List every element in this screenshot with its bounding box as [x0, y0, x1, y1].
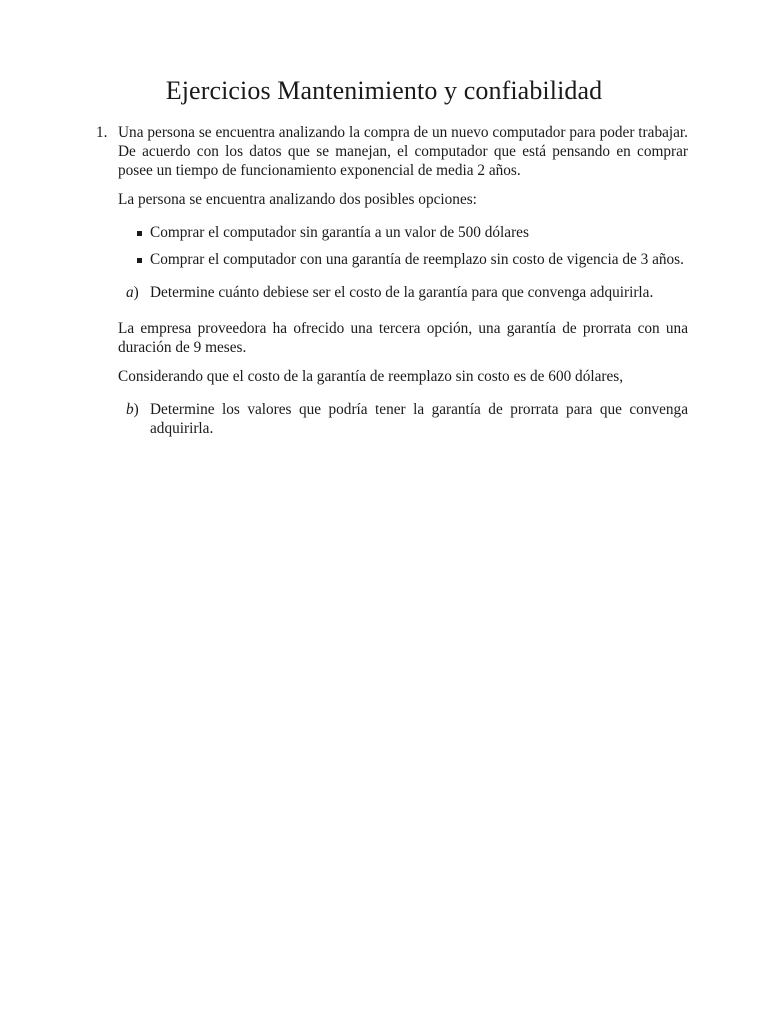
option-text: Comprar el computador sin garantía a un valor de 500 dólares: [150, 224, 529, 241]
options-list: [118, 223, 688, 269]
page-title: Ejercicios Mantenimiento y confiabilidad: [165, 76, 603, 105]
problem-content: [118, 123, 688, 438]
option-text: Comprar el computador con una garantía de reemplazo sin costo de vigencia de 3 años.: [150, 251, 684, 268]
considering-paragraph: Considerando que el costo de la garantía de reemplazo sin costo es de 600 dólares,: [118, 368, 624, 385]
third-option-paragraph: La empresa proveedora ha ofrecido una tercera opción, una garantía de prorrata con una duración de 9 meses.: [118, 320, 688, 356]
part-b-text: Determine los valores que podría tener la garantía de prorrata para que convenga adquirirla.: [150, 401, 688, 437]
bullet-square-icon: [137, 258, 142, 263]
part-a: [118, 283, 688, 302]
options-intro: La persona se encuentra analizando dos posibles opciones:: [118, 191, 477, 208]
part-a-text: Determine cuánto debiese ser el costo de la garantía para que convenga adquirirla.: [150, 284, 654, 301]
problem-intro: Una persona se encuentra analizando la compra de un nuevo computador para poder trabajar. De acuerdo con los datos que se manejan, el computador que está pensando en comprar posee un tiempo de funcionamiento exponencial de media 2 años.: [118, 124, 688, 179]
problem-number: 1.: [96, 124, 108, 141]
problem-1: [96, 123, 688, 438]
part-b: [118, 400, 688, 438]
list-item: [118, 223, 688, 242]
list-item: [118, 250, 688, 269]
part-b-label: b): [126, 401, 139, 418]
bullet-square-icon: [137, 231, 142, 236]
part-a-label: a): [126, 284, 139, 301]
